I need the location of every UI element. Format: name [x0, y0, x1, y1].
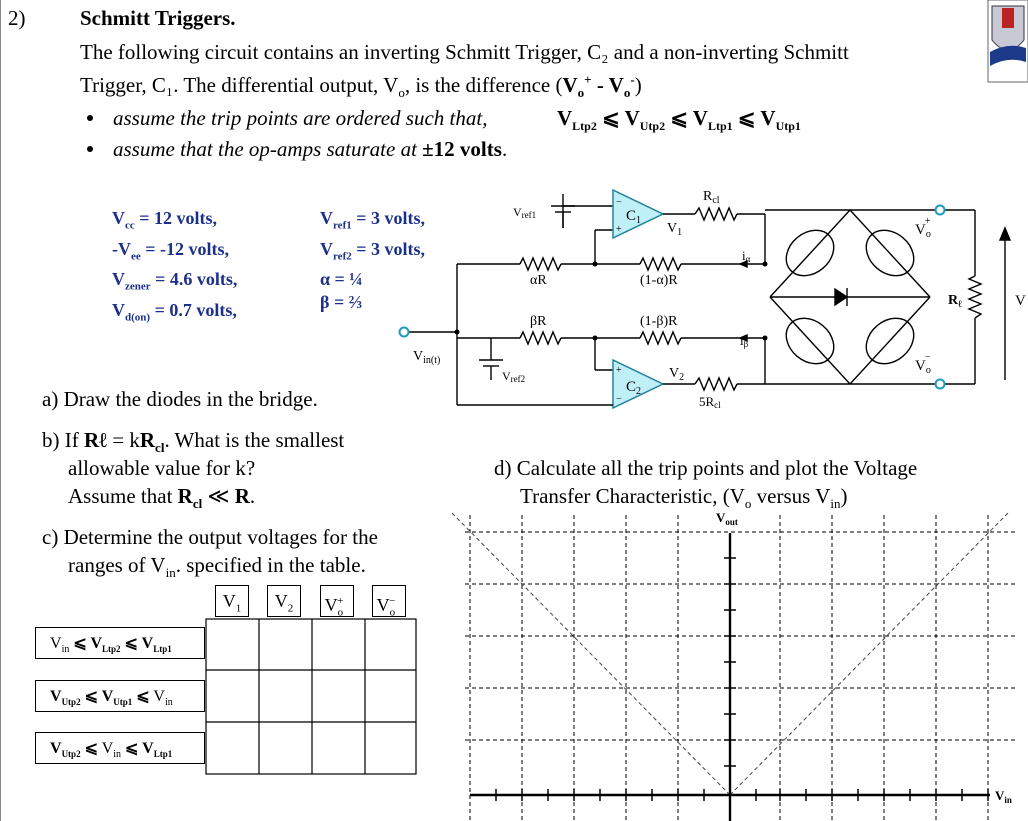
- graph-x-label: $V_{in}$: [995, 788, 1012, 805]
- param-vref1: $V_{ref1} = 3$ volts,: [320, 208, 425, 232]
- circuit-diagram: [395, 180, 1024, 420]
- i-alpha-label: iα: [742, 248, 751, 264]
- vin-label: $V_{in(t)}$: [413, 349, 441, 366]
- c2-minus: −: [616, 394, 622, 405]
- v2-label: $V_2$: [669, 366, 685, 383]
- graph-y-label: $V_{out}$: [716, 510, 738, 527]
- vtc-graph: [440, 505, 1024, 821]
- table-header-vo-minus: $V_o^-$: [372, 585, 406, 617]
- rcl-label: $R_{cl}$: [703, 189, 720, 206]
- intro-line-2: Trigger, C₁. The differential output, $V_o$, is the difference $(V_o^+ - V_o^-)$: [80, 72, 642, 101]
- c1-minus: −: [616, 197, 622, 208]
- vref1-label: Vref1: [513, 205, 537, 220]
- params-left: [112, 207, 237, 329]
- vo-minus-label: $V_o-$: [915, 352, 931, 376]
- rl-label: $R_\ell$: [948, 293, 962, 310]
- question-b-line3: Assume that $R_{cl}$ ≪ R.: [68, 484, 256, 512]
- c2-label: $C_2$: [626, 379, 642, 397]
- answer-table-grid: [205, 618, 419, 776]
- table-row-3: $V_{Utp2}$ ⩽ $V_{in}$ ⩽ $V_{Ltp1}$: [35, 732, 205, 764]
- vref2-label: Vref2: [502, 369, 526, 384]
- one-minus-beta-r-label: (1-β)R: [640, 314, 678, 329]
- table-row-1: $V_{in}$ ⩽ $V_{Ltp2}$ ⩽ $V_{Ltp1}$: [35, 627, 205, 659]
- question-a: a) Draw the diodes in the bridge.: [42, 387, 318, 411]
- 5rcl-label: 5Rcl: [699, 394, 721, 410]
- bullet-saturation: assume that the op-amps saturate at ±12 volts.: [113, 137, 508, 161]
- question-b-line2: allowable value for k?: [68, 456, 256, 480]
- table-header-vo-plus: $V_o^+$: [320, 585, 354, 617]
- question-c-line1: c) Determine the output voltages for the: [42, 525, 378, 549]
- question-b-line1: b) If Rℓ = $kR_{cl}$. What is the smallest: [42, 428, 345, 456]
- intro-line-1: The following circuit contains an inverting Schmitt Trigger, C₂ and a non-inverting Schmitt: [80, 40, 849, 64]
- question-c-line2: ranges of $V_{in}$. specified in the table.: [68, 553, 366, 581]
- problem-title: Schmitt Triggers.: [80, 6, 236, 30]
- c1-plus: +: [616, 224, 622, 235]
- bullet-trip-order: assume the trip points are ordered such that,: [113, 106, 488, 130]
- param-vref2: $V_{ref2} = 3$ volts,: [320, 238, 425, 263]
- beta-r-label: βR: [530, 314, 547, 329]
- param-alpha: α = ¼: [320, 269, 363, 290]
- param-vdon: $V_{d(on)} = 0.7$ volts,: [112, 299, 237, 324]
- table-header-v2: $V_2$: [267, 585, 301, 617]
- question-d-line2: Transfer Characteristic, ($V_o$ versus $V_{in}$): [520, 484, 848, 512]
- alpha-r-label: αR: [530, 273, 547, 288]
- school-logo: [988, 0, 1028, 82]
- param-beta: β = ⅔: [320, 292, 363, 313]
- table-row-2: $V_{Utp2}$ ⩽ $V_{Utp1}$ ⩽ $V_{in}$: [35, 680, 205, 712]
- param-vzener: $V_{zener} = 4.6$ volts,: [112, 269, 238, 293]
- one-minus-alpha-r-label: (1-α)R: [640, 273, 678, 288]
- page-border: [0, 0, 1, 821]
- question-d-line1: d) Calculate all the trip points and plot the Voltage: [494, 456, 918, 480]
- param-vee: $-V_{ee} = -12$ volts,: [112, 238, 230, 263]
- problem-number: 2): [8, 6, 26, 30]
- vo-plus-label: $V_o+$: [915, 216, 931, 240]
- c1-label: $C_1$: [626, 208, 642, 226]
- i-beta-label: iβ: [740, 333, 749, 349]
- c2-plus: +: [616, 365, 622, 376]
- bullet-dot: [87, 115, 93, 121]
- table-header-v1: $V_1$: [215, 585, 249, 617]
- v-right-label: V: [1015, 293, 1026, 309]
- v1-label: $V_1$: [667, 221, 683, 238]
- bullet-dot: [87, 146, 93, 152]
- trip-order-expr: $V_{Ltp2}$ ⩽ $V_{Utp2}$ ⩽ $V_{Ltp1}$ ⩽ $V_{Utp1}$: [557, 106, 801, 134]
- param-vcc: $V_{cc} = 12$ volts,: [112, 208, 218, 232]
